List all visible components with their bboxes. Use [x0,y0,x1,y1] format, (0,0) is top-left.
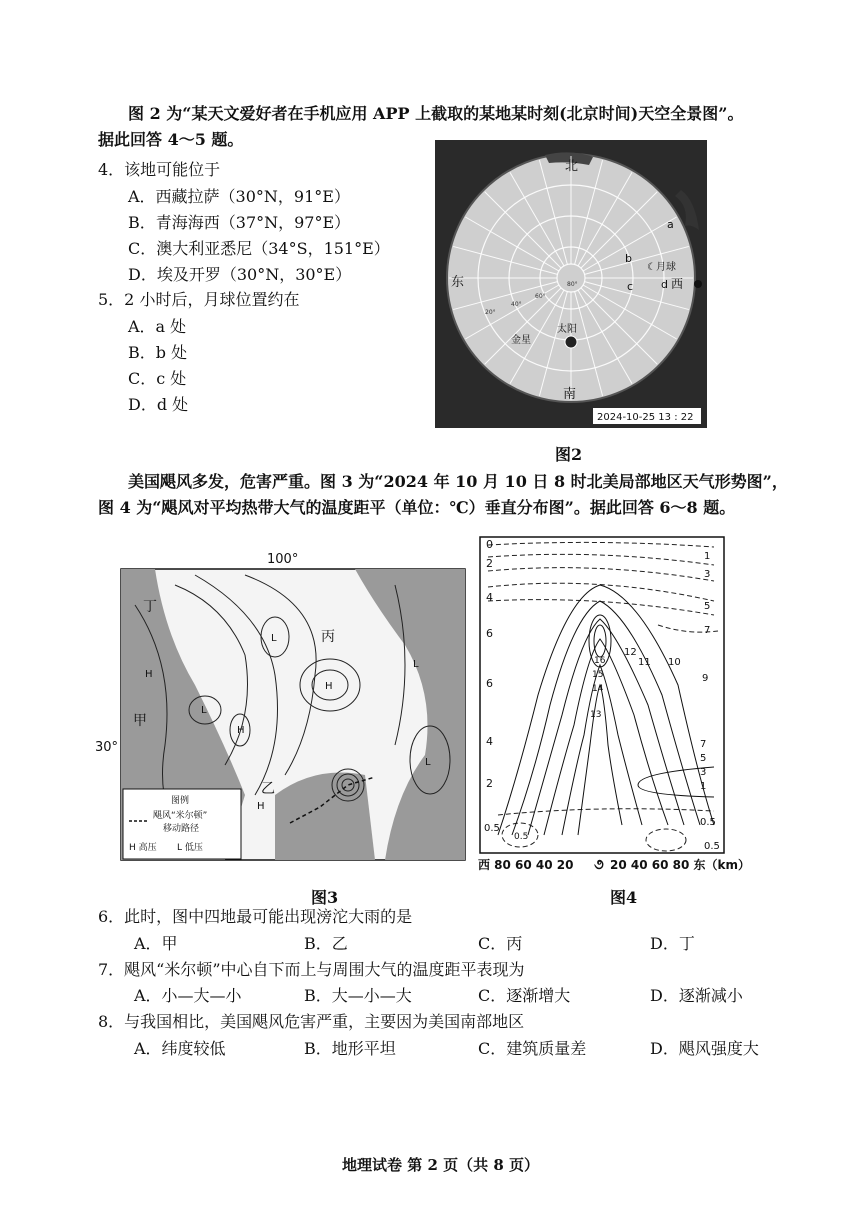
y-tick-2: 2 [486,557,493,570]
alt-60-label: 60° [535,293,546,300]
y-tick-05: 0.5 [484,823,500,834]
core-label-12: 12 [624,647,637,658]
q6-option-c[interactable]: C．丙 [478,934,523,953]
q5-option-c[interactable]: C．c 处 [128,369,187,388]
legend-path-2: 移动路径 [163,824,200,834]
q8-option-a[interactable]: A．纬度较低 [134,1039,226,1058]
q8-option-b[interactable]: B．地形平坦 [304,1039,396,1058]
q8-option-c[interactable]: C．建筑质量差 [478,1039,587,1058]
hurricane-symbol: ૭ [594,857,604,873]
q7-option-a[interactable]: A．小—大—小 [134,986,242,1005]
figure-3-weather-map [95,545,470,865]
legend-low: L 低压 [177,843,203,853]
moon-label: ☾月球 [647,262,676,273]
right-label-05a: 0.5 [700,817,716,828]
q6-option-b[interactable]: B．乙 [304,934,348,953]
sky-east-label: 东 [451,275,465,290]
question-4-stem: 4．该地可能位于 [98,160,221,179]
question-5-stem: 5．2 小时后，月球位置约在 [98,290,300,309]
low-center-1: L [271,633,277,644]
lon-100-label: 100° [267,552,299,567]
sky-south-label: 南 [563,387,577,402]
high-center-1: H [145,669,153,680]
figure-2-caption: 图2 [555,445,583,464]
lat-30-label: 30° [95,740,119,755]
x-axis-east: 20 40 60 80 东（km） [610,858,750,872]
right-label-7: 7 [704,625,711,636]
page-footer: 地理试卷 第 2 页（共 8 页） [342,1156,539,1174]
legend-high: H 高压 [129,843,157,853]
core-label-16: 16 [594,656,606,666]
point-d-marker [694,280,702,288]
q4-option-b[interactable]: B．青海海西（37°N，97°E） [128,213,351,232]
sky-timestamp: 2024-10-25 13 : 22 [597,412,694,423]
core-label-15: 15 [592,670,604,680]
legend-title: 图例 [171,796,190,806]
alt-80-label: 80° [567,281,578,288]
right-label-3: 3 [704,569,711,580]
sky-west-label: 西 [671,277,684,291]
core-label-13: 13 [590,710,602,720]
y-tick-2b: 2 [486,777,493,790]
point-c-label: c [627,280,634,293]
right-label-5: 5 [704,601,711,612]
high-center-4: H [257,801,265,812]
q7-option-d[interactable]: D．逐渐减小 [650,986,743,1005]
point-b-label: b [625,252,632,265]
figure-2-sky-panorama [435,140,707,428]
figure-4-caption: 图4 [610,888,638,907]
q4-option-c[interactable]: C．澳大利亚悉尼（34°S，151°E） [128,239,390,258]
right-label-9: 9 [702,673,709,684]
core-label-10: 10 [668,657,681,668]
high-center-2: H [237,725,245,736]
core-label-14: 14 [592,684,604,694]
q5-option-b[interactable]: B．b 处 [128,343,188,362]
q4-option-a[interactable]: A．西藏拉萨（30°N，91°E） [128,187,350,206]
q7-option-c[interactable]: C．逐渐增大 [478,986,571,1005]
q8-option-d[interactable]: D．飓风强度大 [650,1039,759,1058]
y-tick-6b: 6 [486,677,493,690]
alt-40-label: 40° [511,301,522,308]
legend-path-1: 飓风“米尔顿” [153,811,208,821]
core-label-11: 11 [638,657,651,668]
high-center-3: H [325,681,333,692]
right-label-5b: 5 [700,753,707,764]
q6-option-d[interactable]: D．丁 [650,934,695,953]
figure-4-temperature-anomaly [478,535,778,875]
y-tick-6: 6 [486,627,493,640]
intro2-line-1: 美国飓风多发，危害严重。图 3 为“2024 年 10 月 10 日 8 时北美局部地区天气形势图”， [128,472,788,491]
right-label-1: 1 [704,551,711,562]
place-ding: 丁 [143,599,157,615]
place-bing: 丙 [321,629,335,645]
point-a-label: a [667,218,674,231]
question-7-stem: 7．飓风“米尔顿”中心自下而上与周围大气的温度距平表现为 [98,960,525,979]
y-tick-4: 4 [486,591,493,604]
q7-option-b[interactable]: B．大—小—大 [304,986,412,1005]
question-6-stem: 6．此时，图中四地最可能出现滂沱大雨的是 [98,907,413,926]
right-label-1b: 1 [700,781,707,792]
sun-marker [565,336,577,348]
intro2-line-2: 图 4 为“飓风对平均热带大气的温度距平（单位：℃）垂直分布图”。据此回答 6～8 题。 [98,498,736,517]
q5-option-d[interactable]: D．d 处 [128,395,189,414]
q6-option-a[interactable]: A．甲 [134,934,178,953]
y-tick-0: 0 [486,538,493,551]
sky-north-label: 北 [565,159,579,174]
low-center-2: L [201,705,207,716]
sun-label: 太阳 [557,324,577,335]
venus-label: 金星 [511,335,531,346]
intro-line-1: 图 2 为“某天文爱好者在手机应用 APP 上截取的某地某时刻(北京时间)天空全景图”。 [128,104,744,123]
right-label-3b: 3 [700,767,707,778]
point-d-label: d [661,278,668,291]
place-jia: 甲 [133,713,147,729]
low-center-3: L [425,757,431,768]
q5-option-a[interactable]: A．a 处 [128,317,187,336]
intro-line-2: 据此回答 4～5 题。 [98,130,244,149]
place-yi: 乙 [261,781,275,797]
q4-option-d[interactable]: D．埃及开罗（30°N，30°E） [128,265,352,284]
question-8-stem: 8．与我国相比，美国飓风危害严重，主要因为美国南部地区 [98,1012,525,1031]
right-label-05b: 0.5 [704,841,720,852]
figure-3-caption: 图3 [311,888,339,907]
low-05-label: 0.5 [514,832,529,842]
right-label-7b: 7 [700,739,707,750]
y-tick-4b: 4 [486,735,493,748]
low-center-4: L [413,659,419,670]
x-axis-west: 西 80 60 40 20 [478,858,574,872]
alt-20-label: 20° [485,309,496,316]
